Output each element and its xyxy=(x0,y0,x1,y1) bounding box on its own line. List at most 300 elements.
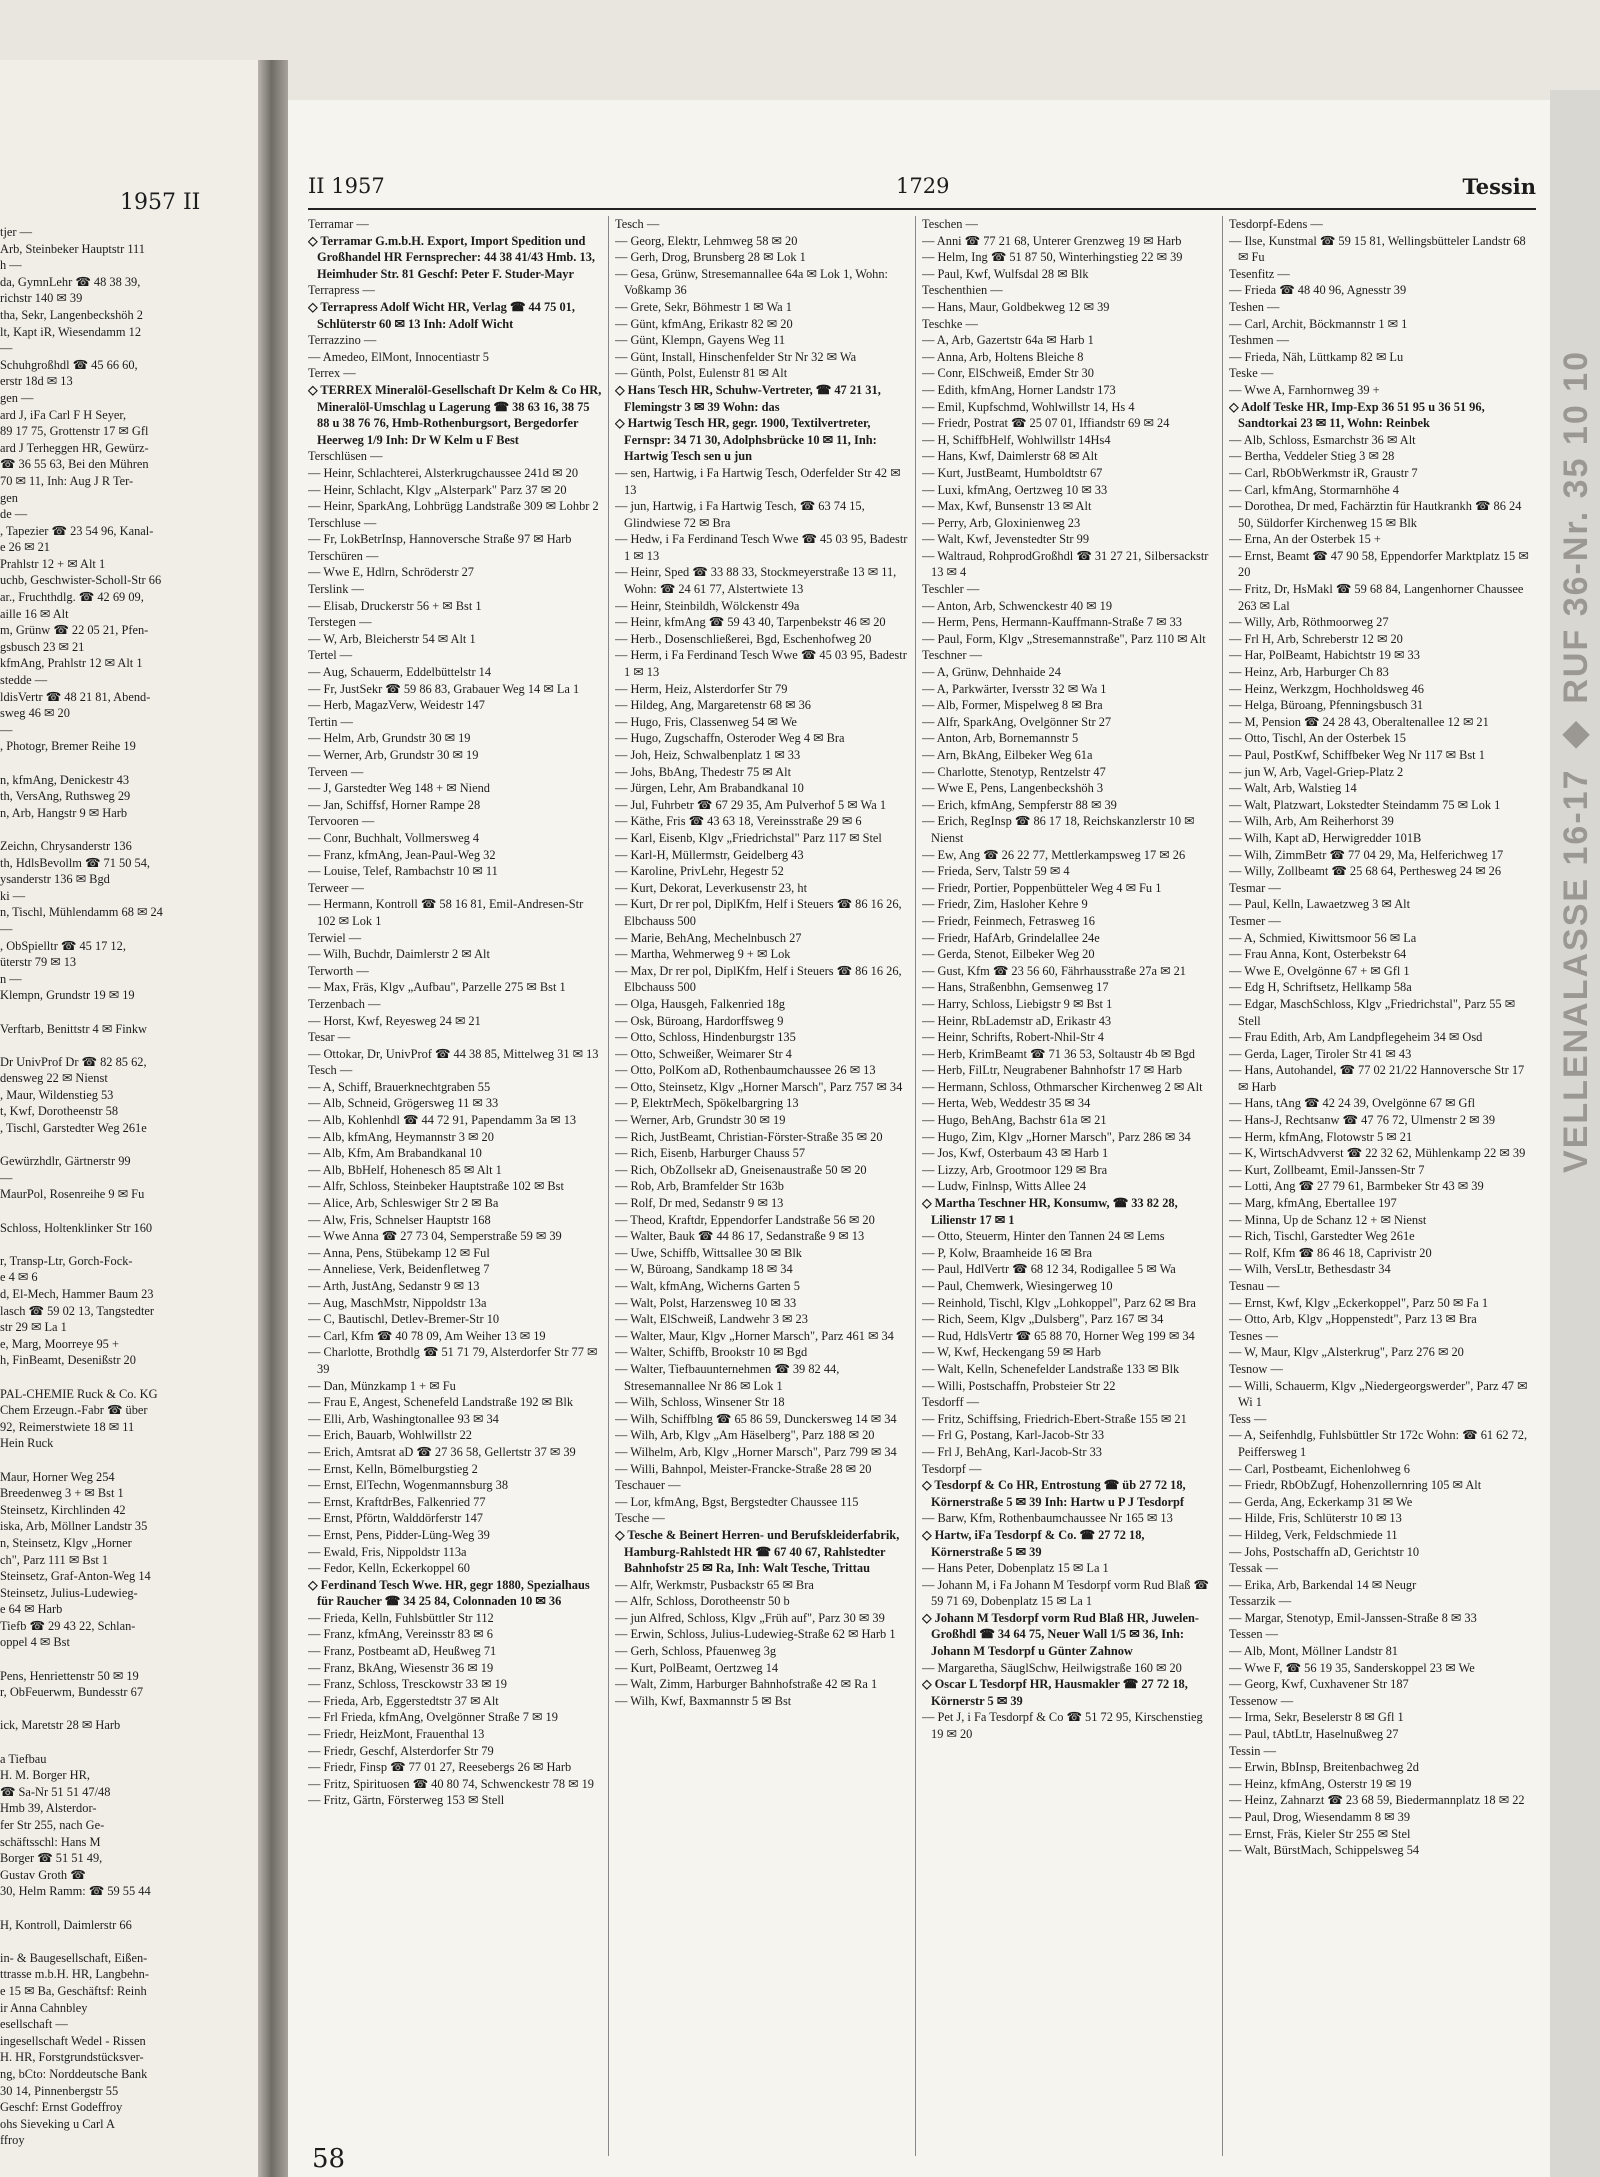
directory-entry: — Wilh, Arb, Am Reiherhorst 39 xyxy=(1229,814,1394,829)
directory-entry: — Alb, kfmAng, Heymannstr 3 ✉ 20 xyxy=(308,1129,494,1144)
left-page-line: ingesellschaft Wedel - Rissen xyxy=(0,2033,146,2048)
directory-entry: — Paul, Drog, Wiesendamm 8 ✉ 39 xyxy=(1229,1810,1411,1824)
directory-entry: — Perry, Arb, Gloxinienweg 23 xyxy=(922,515,1081,530)
left-page-line: t, Kwf, Dorotheenstr 58 xyxy=(0,1104,119,1119)
directory-entry: — Walt, kfmAng, Wicherns Garten 5 xyxy=(615,1279,800,1293)
directory-entry: — Ernst, Kelln, Bömelburgstieg 2 xyxy=(308,1461,478,1476)
left-page-line xyxy=(0,1933,252,1950)
surname-heading: Teschner — xyxy=(922,648,983,663)
directory-entry: — jun Alfred, Schloss, Klgv „Früh auf", Parz 30 ✉ 39 xyxy=(615,1610,885,1625)
surname-heading: Terveen — xyxy=(308,764,364,779)
left-page-line: a Tiefbau xyxy=(0,1751,47,1766)
directory-entry: — Frau Anna, Kont, Osterbekstr 64 xyxy=(1229,947,1407,962)
directory-entry: — Friedr, RbObZugf, Hohenzollernring 105 ✉ Alt xyxy=(1229,1478,1482,1493)
directory-entry: — Willy, Zollbeamt ☎ 25 68 64, Perthesweg 24 ✉ 26 xyxy=(1229,864,1502,879)
directory-entry: — jun, Hartwig, i Fa Hartwig Tesch, ☎ 63 74 15, Glindwiese 72 ✉ Bra xyxy=(615,499,865,530)
surname-heading: Terweer — xyxy=(308,880,364,895)
directory-entry: — Ernst, KraftdrBes, Falkenried 77 xyxy=(308,1494,486,1509)
directory-entry: — Max, Dr rer pol, DiplKfm, Helf i Steuers ☎ 86 16 26, Elbchauss 500 xyxy=(615,963,902,995)
left-page-line: H, Kontroll, Daimlerstr 66 xyxy=(0,1917,132,1932)
left-page-line: — xyxy=(0,921,13,936)
surname-heading: Terzenbach — xyxy=(308,996,381,1011)
surname-heading: Tervooren — xyxy=(308,814,375,829)
directory-entry: — Ernst, Kwf, Klgv „Eckerkoppel", Parz 50 ✉ Fa 1 xyxy=(1229,1295,1489,1310)
left-page-line: th, VersAng, Ruthsweg 29 xyxy=(0,789,131,804)
directory-entry: — Paul, PostKwf, Schiffbeker Weg Nr 117 ✉ Bst 1 xyxy=(1229,748,1485,762)
directory-entry: — Anni ☎ 77 21 68, Unterer Grenzweg 19 ✉ Harb xyxy=(922,233,1182,248)
directory-entry: — Georg, Kwf, Cuxhavener Str 187 xyxy=(1229,1677,1409,1692)
directory-entry: — Paul, HdlVertr ☎ 68 12 34, Rodigallee 5 ✉ Wa xyxy=(922,1262,1176,1277)
left-page-line: Borger ☎ 51 51 49, xyxy=(0,1851,103,1866)
left-page-line: Zeichn, Chrysanderstr 136 xyxy=(0,838,132,853)
directory-entry: — Franz, BkAng, Wiesenstr 36 ✉ 19 xyxy=(308,1660,494,1675)
directory-entry: — Joh, Heiz, Schwalbenplatz 1 ✉ 33 xyxy=(615,748,801,762)
surname-heading: Tessen — xyxy=(1229,1627,1279,1642)
directory-entry: — C, Bautischl, Detlev-Bremer-Str 10 xyxy=(308,1312,500,1327)
left-page-line: e 4 ✉ 6 xyxy=(0,1270,38,1285)
left-page-line: lasch ☎ 59 02 13, Tangstedter xyxy=(0,1303,155,1318)
left-page-line: ☎ 36 55 63, Bei den Mühren xyxy=(0,457,149,472)
directory-entry: — Johs, BbAng, Thedestr 75 ✉ Alt xyxy=(615,764,792,779)
surname-heading: Tesnau — xyxy=(1229,1279,1280,1293)
left-page-line: Geschf: Ernst Godeffroy xyxy=(0,2100,123,2115)
surname-heading: Tesar — xyxy=(308,1030,351,1045)
directory-entry: — Anton, Arb, Schwenckestr 40 ✉ 19 xyxy=(922,598,1113,613)
left-page-line: Prahlstr 12 + ✉ Alt 1 xyxy=(0,556,106,571)
left-page-line: ohs Sieveking u Carl A xyxy=(0,2116,115,2131)
directory-entry: — Max, Kwf, Bunsenstr 13 ✉ Alt xyxy=(922,499,1092,514)
surname-heading: Teschenthien — xyxy=(922,283,1003,298)
directory-entry: — Rolf, Kfm ☎ 86 46 18, Caprivistr 20 xyxy=(1229,1245,1432,1260)
surname-heading: Tess — xyxy=(1229,1411,1267,1426)
directory-entry: — Rob, Arb, Bramfelder Str 163b xyxy=(615,1179,784,1194)
directory-entry: — Gerh, Schloss, Pfauenweg 3g xyxy=(615,1644,777,1659)
directory-entry: — Alb, BbHelf, Hohenesch 85 ✉ Alt 1 xyxy=(308,1162,502,1177)
directory-entry: — Werner, Arb, Grundstr 30 ✉ 19 xyxy=(615,1113,786,1128)
directory-entry: — Karl-H, Müllermstr, Geidelberg 43 xyxy=(615,847,804,862)
directory-entry: — Erich, kfmAng, Sempferstr 88 ✉ 39 xyxy=(922,797,1117,812)
directory-entry: — Edg H, Schriftsetz, Hellkamp 58a xyxy=(1229,980,1412,995)
left-page-line: Hein Ruck xyxy=(0,1436,54,1451)
directory-entry: ◇ Johann M Tesdorpf vorm Rud Blaß HR, Juwelen-Großhdl ☎ 34 64 75, Neuer Wall 1/5 ✉ 36, Inh: Johann M Tesdorpf u Günter Zahnow xyxy=(922,1610,1200,1659)
left-page-line: Schloss, Holtenklinker Str 160 xyxy=(0,1220,153,1235)
left-page-line: gen — xyxy=(0,390,34,405)
directory-entry: — Hans, Autohandel, ☎ 77 02 21/22 Hannoversche Str 17 ✉ Harb xyxy=(1229,1063,1525,1094)
directory-column-1 xyxy=(308,216,604,2136)
left-page-line: in- & Baugesellschaft, Eißen- xyxy=(0,1950,148,1965)
directory-entry: — Friedr, HeizMont, Frauenthal 13 xyxy=(308,1727,485,1742)
directory-entry: — Arn, BkAng, Eilbeker Weg 61a xyxy=(922,748,1093,762)
directory-entry: ◇ TERREX Mineralöl-Gesellschaft Dr Kelm & Co HR, Mineralöl-Umschlag u Lagerung ☎ 38 63 16, 38 75 88 u 38 76 76, Hmb-Rothenburgsort, Bergedorfer Heerweg 1/9 Inh: Dr W Kelm u F Best xyxy=(308,382,602,447)
left-page-line: gen xyxy=(0,490,18,505)
directory-entry: — W, Arb, Bleicherstr 54 ✉ Alt 1 xyxy=(308,631,476,646)
left-page-line: ☎ Sa-Nr 51 51 47/48 xyxy=(0,1784,111,1799)
directory-entry: — Horst, Kwf, Reyesweg 24 ✉ 21 xyxy=(308,1013,481,1028)
directory-entry: — Dan, Münzkamp 1 + ✉ Fu xyxy=(308,1378,456,1393)
directory-entry: — Frl G, Postang, Karl-Jacob-Str 33 xyxy=(922,1428,1105,1443)
directory-entry: — Paul, Kwf, Wulfsdal 28 ✉ Blk xyxy=(922,266,1089,281)
left-page-line: str 29 ✉ La 1 xyxy=(0,1320,67,1335)
left-page-line: h — xyxy=(0,258,22,273)
directory-entry: — Alfr, Schloss, Steinbeker Hauptstraße 102 ✉ Bst xyxy=(308,1179,564,1194)
left-page-line: üterstr 79 ✉ 13 xyxy=(0,955,77,970)
directory-entry: — Walter, Tiefbauunternehmen ☎ 39 82 44, Stresemannallee Nr 86 ✉ Lok 1 xyxy=(615,1361,840,1393)
directory-entry: — Franz, kfmAng, Vereinsstr 83 ✉ 6 xyxy=(308,1627,493,1642)
left-page-line: , Tapezier ☎ 23 54 96, Kanal- xyxy=(0,523,154,538)
directory-entry: — Alb, Schloss, Esmarchstr 36 ✉ Alt xyxy=(1229,432,1416,447)
left-page-line: d, El-Mech, Hammer Baum 23 xyxy=(0,1287,154,1301)
directory-entry: — Hermann, Kontroll ☎ 58 16 81, Emil-Andresen-Str 102 ✉ Lok 1 xyxy=(308,897,584,928)
directory-entry: — Helm, Arb, Grundstr 30 ✉ 19 xyxy=(308,731,471,746)
directory-entry: — Har, PolBeamt, Habichtstr 19 ✉ 33 xyxy=(1229,648,1420,663)
directory-entry: — Kurt, PolBeamt, Oertzweg 14 xyxy=(615,1660,779,1675)
left-page-line: r, Transp-Ltr, Gorch-Fock- xyxy=(0,1253,133,1268)
left-page-line: kfmAng, Prahlstr 12 ✉ Alt 1 xyxy=(0,656,143,671)
directory-entry: ◇ Martha Teschner HR, Konsumw, ☎ 33 82 28, Lilienstr 17 ✉ 1 xyxy=(922,1196,1178,1227)
directory-entry: — Gesa, Grünw, Stresemannallee 64a ✉ Lok 1, Wohn: Voßkamp 36 xyxy=(615,266,888,298)
left-page-column xyxy=(0,224,252,2174)
left-page-line: ffroy xyxy=(0,2133,25,2148)
directory-entry: — Heinr, Schlacht, Klgv „Alsterpark" Parz 37 ✉ 20 xyxy=(308,482,567,497)
left-page-line xyxy=(0,1452,252,1469)
directory-entry: — Paul, Form, Klgv „Stresemannstraße", Parz 110 ✉ Alt xyxy=(922,631,1206,646)
directory-entry: — Herm, Heiz, Alsterdorfer Str 79 xyxy=(615,681,788,696)
footer-page-number: 58 xyxy=(312,2144,346,2174)
header-keyword: Tessin xyxy=(1462,174,1536,199)
directory-entry: — Hermann, Schloss, Othmarscher Kirchenweg 2 ✉ Alt xyxy=(922,1079,1203,1094)
directory-entry: — W, Büroang, Sandkamp 18 ✉ 34 xyxy=(615,1262,793,1277)
directory-entry: — Rich, Seem, Klgv „Dulsberg", Parz 167 ✉ 34 xyxy=(922,1312,1164,1327)
surname-heading: Teshmen — xyxy=(1229,333,1290,348)
directory-entry: — Erika, Arb, Barkendal 14 ✉ Neugr xyxy=(1229,1577,1417,1592)
left-page-line: ch", Parz 111 ✉ Bst 1 xyxy=(0,1552,109,1567)
directory-entry: — Käthe, Fris ☎ 43 63 18, Vereinsstraße 29 ✉ 6 xyxy=(615,814,862,829)
directory-entry: ◇ Terramar G.m.b.H. Export, Import Spedition und Großhandel HR Fernsprecher: 44 38 41/43 Hmb. 13, Heimhuder Str. 81 Geschf: Peter F. Studer-Mayr xyxy=(308,233,595,281)
directory-entry: — Otto, Arb, Klgv „Hoppenstedt", Parz 13 ✉ Bra xyxy=(1229,1312,1477,1327)
directory-entry: — Alb, Mont, Möllner Landstr 81 xyxy=(1229,1644,1398,1659)
directory-entry: — Kurt, Dr rer pol, DiplKfm, Helf i Steuers ☎ 86 16 26, Elbchauss 500 xyxy=(615,897,902,928)
left-page-line xyxy=(0,1037,252,1054)
directory-entry: — Hans-J, Rechtsanw ☎ 47 76 72, Ulmenstr 2 ✉ 39 xyxy=(1229,1113,1496,1128)
directory-entry: — Bertha, Veddeler Stieg 3 ✉ 28 xyxy=(1229,449,1395,464)
left-page-line: 30, Helm Ramm: ☎ 59 55 44 xyxy=(0,1884,151,1899)
directory-entry: — Lizzy, Arb, Grootmoor 129 ✉ Bra xyxy=(922,1162,1108,1177)
left-page-line: ick, Maretstr 28 ✉ Harb xyxy=(0,1718,121,1733)
directory-entry: — Wilh, Kapt aD, Herwigredder 101B xyxy=(1229,830,1422,845)
left-page-line: Schuhgroßhdl ☎ 45 66 60, xyxy=(0,357,138,372)
directory-entry: — Olga, Hausgeh, Falkenried 18g xyxy=(615,996,785,1011)
left-page-line: da, GymnLehr ☎ 48 38 39, xyxy=(0,274,141,289)
left-page-line: schäftsschl: Hans M xyxy=(0,1834,101,1849)
directory-entry: — Walt, Platzwart, Lokstedter Steindamm 75 ✉ Lok 1 xyxy=(1229,797,1501,812)
directory-entry: — W, Kwf, Heckengang 59 ✉ Harb xyxy=(922,1345,1101,1360)
directory-entry: — Gerda, Ang, Eckerkamp 31 ✉ We xyxy=(1229,1494,1413,1509)
surname-heading: Teske — xyxy=(1229,366,1274,381)
directory-entry: — Alb, Former, Mispelweg 8 ✉ Bra xyxy=(922,698,1103,713)
directory-entry: — Günt, kfmAng, Erikastr 82 ✉ 20 xyxy=(615,316,793,331)
left-page-line: Klempn, Grundstr 19 ✉ 19 xyxy=(0,988,135,1003)
surname-heading: Tertin — xyxy=(308,714,353,729)
left-page-line: , Photogr, Bremer Reihe 19 xyxy=(0,739,136,754)
directory-entry: — Herb, MagazVerw, Weidestr 147 xyxy=(308,698,485,713)
directory-entry: — Johs, Postschaffn aD, Gerichtstr 10 xyxy=(1229,1544,1420,1559)
left-page-line: uchb, Geschwister-Scholl-Str 66 xyxy=(0,573,162,588)
directory-entry: — Erich, RegInsp ☎ 86 17 18, Reichskanzlerstr 10 ✉ Nienst xyxy=(922,814,1195,845)
directory-entry: — Helga, Büroang, Pfenningsbusch 31 xyxy=(1229,698,1424,713)
directory-entry: — Walt, Kelln, Schenefelder Landstraße 133 ✉ Blk xyxy=(922,1361,1180,1376)
column-divider xyxy=(915,216,916,2156)
directory-entry: — Fedor, Kelln, Eckerkoppel 60 xyxy=(308,1561,470,1576)
directory-entry: — Frl J, BehAng, Karl-Jacob-Str 33 xyxy=(922,1444,1102,1459)
directory-entry: ◇ Hartwig Tesch HR, gegr. 1900, Textilvertreter, Fernspr: 34 71 30, Adolphsbrücke 10 ✉ 11, Inh: Hartwig Tesch sen u jun xyxy=(615,416,877,464)
directory-page xyxy=(288,100,1550,2177)
directory-entry: — Aug, Schauerm, Eddelbüttelstr 14 xyxy=(308,665,492,680)
directory-entry: — Alw, Fris, Schnelser Hauptstr 168 xyxy=(308,1212,491,1227)
header-rule xyxy=(308,208,1536,210)
left-page-line xyxy=(0,1004,252,1021)
directory-entry: — Margaretha, SäuglSchw, Heilwigstraße 160 ✉ 20 xyxy=(922,1660,1182,1675)
surname-heading: Tesch — xyxy=(308,1063,353,1078)
directory-entry: — Willi, Postschaffn, Probsteier Str 22 xyxy=(922,1378,1116,1393)
left-page-line: oppel 4 ✉ Bst xyxy=(0,1635,70,1650)
surname-heading: Tessenow — xyxy=(1229,1693,1294,1708)
left-page-line: densweg 22 ✉ Nienst xyxy=(0,1071,108,1086)
directory-entry: — Hugo, Fris, Classenweg 54 ✉ We xyxy=(615,714,797,729)
directory-entry: — Lor, kfmAng, Bgst, Bergstedter Chaussee 115 xyxy=(615,1494,859,1509)
surname-heading: Terrapress — xyxy=(308,283,375,298)
directory-entry: — Karl, Eisenb, Klgv „Friedrichstal" Parz 117 ✉ Stel xyxy=(615,830,882,845)
directory-entry: ◇ Ferdinand Tesch Wwe. HR, gegr 1880, Spezialhaus für Raucher ☎ 34 25 84, Colonnaden 10 ✉ 36 xyxy=(308,1577,590,1609)
directory-entry: — Heinz, Arb, Harburger Ch 83 xyxy=(1229,665,1389,680)
surname-heading: Tessarzik — xyxy=(1229,1594,1292,1609)
directory-entry: — Irma, Sekr, Beselerstr 8 ✉ Gfl 1 xyxy=(1229,1710,1404,1725)
directory-entry: — Herm, kfmAng, Flotowstr 5 ✉ 21 xyxy=(1229,1129,1413,1144)
directory-entry: — Wilh, Schiffblng ☎ 65 86 59, Dunckersweg 14 ✉ 34 xyxy=(615,1411,897,1426)
directory-entry: — Wwe A, Farnhornweg 39 + xyxy=(1229,382,1380,397)
directory-entry: — Jos, Kwf, Osterbaum 43 ✉ Harb 1 xyxy=(922,1146,1109,1161)
directory-entry: — Jan, Schiffsf, Horner Rampe 28 xyxy=(308,797,481,812)
left-page-line: H. M. Borger HR, xyxy=(0,1768,90,1783)
directory-entry: — Walter, Schiffb, Brookstr 10 ✉ Bgd xyxy=(615,1345,808,1360)
left-page-line: MaurPol, Rosenreihe 9 ✉ Fu xyxy=(0,1187,145,1202)
directory-entry: — Herta, Web, Weddestr 35 ✉ 34 xyxy=(922,1096,1091,1111)
surname-heading: Terwiel — xyxy=(308,930,362,945)
directory-entry: — Rich, JustBeamt, Christian-Förster-Straße 35 ✉ 20 xyxy=(615,1129,883,1144)
directory-entry: — P, Kolw, Braamheide 16 ✉ Bra xyxy=(922,1245,1092,1260)
left-page-line: 30 14, Pinnenbergstr 55 xyxy=(0,2083,119,2098)
directory-entry: — Friedr, Feinmech, Fetrasweg 16 xyxy=(922,913,1095,928)
directory-entry: — Wwe E, Pens, Langenbeckshöh 3 xyxy=(922,781,1104,796)
left-page-line: e, Marg, Moorreye 95 + xyxy=(0,1336,119,1351)
left-page-line: tjer — xyxy=(0,225,32,239)
directory-entry: — Friedr, Finsp ☎ 77 01 27, Reesebergs 26 ✉ Harb xyxy=(308,1760,572,1775)
directory-entry: — Gerda, Stenot, Eilbeker Weg 20 xyxy=(922,947,1095,962)
directory-entry: — Anna, Arb, Holtens Bleiche 8 xyxy=(922,349,1084,364)
left-page-line: — xyxy=(0,341,13,356)
directory-entry: — Heinr, SparkAng, Lohbrügg Landstraße 309 ✉ Lohbr 2 xyxy=(308,499,599,514)
directory-entry: — Heinr, RbLademstr aD, Erikastr 43 xyxy=(922,1013,1112,1028)
directory-entry: — Heinr, Schlachterei, Alsterkrugchaussee 241d ✉ 20 xyxy=(308,465,579,480)
directory-entry: — Erna, An der Osterbek 15 + xyxy=(1229,532,1381,547)
left-page-header: 1957 II xyxy=(120,190,201,215)
directory-entry: — Otto, Steinsetz, Klgv „Horner Marsch", Parz 757 ✉ 34 xyxy=(615,1079,903,1094)
directory-entry: — Emil, Kupfschmd, Wohlwillstr 14, Hs 4 xyxy=(922,399,1135,414)
directory-entry: — Herb, FilLtr, Neugrabener Bahnhofstr 17 ✉ Harb xyxy=(922,1063,1183,1078)
directory-entry: — Frieda ☎ 48 40 96, Agnesstr 39 xyxy=(1229,283,1407,298)
directory-entry: — Wwe E, Hdlrn, Schröderstr 27 xyxy=(308,565,474,580)
directory-entry: — Frieda, Serv, Talstr 59 ✉ 4 xyxy=(922,864,1070,879)
directory-entry: — Erich, Amtsrat aD ☎ 27 36 58, Gellertstr 37 ✉ 39 xyxy=(308,1444,576,1459)
directory-entry: — Werner, Arb, Grundstr 30 ✉ 19 xyxy=(308,748,479,762)
left-page-line: ysanderstr 136 ✉ Bgd xyxy=(0,872,110,887)
left-page-line: ki — xyxy=(0,888,26,903)
directory-entry: — Hildeg, Verk, Feldschmiede 11 xyxy=(1229,1527,1398,1542)
left-page-line: Arb, Steinbeker Hauptstr 111 xyxy=(0,241,145,256)
surname-heading: Tesmer — xyxy=(1229,913,1281,928)
surname-heading: Tesnes — xyxy=(1229,1328,1279,1343)
directory-entry: — sen, Hartwig, i Fa Hartwig Tesch, Oderfelder Str 42 ✉ 13 xyxy=(615,465,901,497)
directory-entry: — Waltraud, RohprodGroßhdl ☎ 31 27 21, Silbersackstr 13 ✉ 4 xyxy=(922,548,1209,580)
directory-entry: — Herb., Dosenschließerei, Bgd, Eschenhofweg 20 xyxy=(615,631,872,646)
directory-entry: — Gerda, Lager, Tiroler Str 41 ✉ 43 xyxy=(1229,1046,1412,1061)
directory-entry: — Willy, Arb, Röthmoorweg 27 xyxy=(1229,615,1389,630)
directory-entry: — Otto, Schloss, Hindenburgstr 135 xyxy=(615,1030,796,1045)
left-page-line: — xyxy=(0,722,13,737)
left-page-line: H. HR, Forstgrundstücksver- xyxy=(0,2050,144,2065)
directory-entry: — Wilh, Schloss, Winsener Str 18 xyxy=(615,1395,785,1410)
left-page-line: iska, Arb, Möllner Landstr 35 xyxy=(0,1519,148,1534)
surname-heading: Teschen — xyxy=(922,217,978,231)
surname-heading: Terschluse — xyxy=(308,515,377,530)
directory-entry: ◇ Tesdorpf & Co HR, Entrostung ☎ üb 27 72 18, Körnerstraße 5 ✉ 39 Inh: Hartw u P J Tesdorpf xyxy=(922,1478,1186,1509)
left-page-line: sweg 46 ✉ 20 xyxy=(0,706,70,721)
directory-entry: — Ernst, Fräs, Kieler Str 255 ✉ Stel xyxy=(1229,1826,1411,1841)
directory-entry: — Hans, Maur, Goldbekweg 12 ✉ 39 xyxy=(922,299,1110,314)
directory-entry: — Otto, PolKom aD, Rothenbaumchaussee 26 ✉ 13 xyxy=(615,1063,876,1078)
directory-entry: — Hugo, Zugschaffn, Osteroder Weg 4 ✉ Bra xyxy=(615,731,845,746)
left-page-line: Maur, Horner Weg 254 xyxy=(0,1469,115,1484)
directory-entry: — Anneliese, Verk, Beidenfletweg 7 xyxy=(308,1262,490,1277)
directory-entry: — Hugo, BehAng, Bachstr 61a ✉ 21 xyxy=(922,1113,1107,1128)
directory-entry: — Grete, Sekr, Böhmestr 1 ✉ Wa 1 xyxy=(615,299,792,314)
directory-entry: — Arth, JustAng, Sedanstr 9 ✉ 13 xyxy=(308,1279,480,1293)
surname-heading: Tesdorpf — xyxy=(922,1461,982,1476)
directory-entry: — Ernst, Beamt ☎ 47 90 58, Eppendorfer Marktplatz 15 ✉ 20 xyxy=(1229,548,1529,580)
directory-entry: — Max, Fräs, Klgv „Aufbau", Parzelle 275 ✉ Bst 1 xyxy=(308,980,566,995)
directory-entry: — Fritz, Dr, HsMakl ☎ 59 68 84, Langenhorner Chaussee 263 ✉ Lal xyxy=(1229,582,1524,613)
surname-heading: Tessin — xyxy=(1229,1743,1276,1758)
directory-entry: — Walt, BürstMach, Schippelsweg 54 xyxy=(1229,1843,1420,1858)
directory-entry: — Gust, Kfm ☎ 23 56 60, Fährhausstraße 27a ✉ 21 xyxy=(922,963,1186,978)
directory-entry: — Elli, Arb, Washingtonallee 93 ✉ 34 xyxy=(308,1411,499,1426)
column-divider xyxy=(1222,216,1223,2156)
directory-entry: — Hans, Straßenbhn, Gemsenweg 17 xyxy=(922,980,1109,995)
surname-heading: Terrazzino — xyxy=(308,333,377,348)
directory-entry: — Herm, i Fa Ferdinand Tesch Wwe ☎ 45 03 95, Badestr 1 ✉ 13 xyxy=(615,648,907,680)
left-page-line: de — xyxy=(0,507,28,522)
directory-entry: — jun W, Arb, Vagel-Griep-Platz 2 xyxy=(1229,764,1404,779)
directory-entry: — Martha, Wehmerweg 9 + ✉ Lok xyxy=(615,947,791,962)
directory-entry: — W, Maur, Klgv „Alsterkrug", Parz 276 ✉ 20 xyxy=(1229,1345,1464,1360)
directory-entry: ◇ Hartw, iFa Tesdorpf & Co. ☎ 27 72 18, Körnerstraße 5 ✉ 39 xyxy=(922,1527,1145,1559)
directory-entry: — Carl, kfmAng, Stormarnhöhe 4 xyxy=(1229,482,1400,497)
surname-heading: Tesenfitz — xyxy=(1229,266,1290,281)
left-page-line xyxy=(0,1651,252,1668)
directory-entry: — Herb, KrimBeamt ☎ 71 36 53, Soltaustr 4b ✉ Bgd xyxy=(922,1046,1195,1061)
directory-entry: — Heinz, kfmAng, Osterstr 19 ✉ 19 xyxy=(1229,1776,1412,1791)
directory-entry: — Ernst, Pförtn, Walddörferstr 147 xyxy=(308,1511,483,1526)
directory-entry: — Gerh, Drog, Brunsberg 28 ✉ Lok 1 xyxy=(615,250,806,265)
surname-heading: Teschauer — xyxy=(615,1478,681,1493)
directory-entry: — Günt, Klempn, Gayens Weg 11 xyxy=(615,333,786,348)
directory-entry: — Kurt, JustBeamt, Humboldtstr 67 xyxy=(922,465,1103,480)
directory-entry: — Marg, kfmAng, Ebertallee 197 xyxy=(1229,1196,1397,1211)
directory-entry: — Hedw, i Fa Ferdinand Tesch Wwe ☎ 45 03 95, Badestr 1 ✉ 13 xyxy=(615,532,908,563)
surname-heading: Terrex — xyxy=(308,366,356,381)
directory-entry: — Luxi, kfmAng, Oertzweg 10 ✉ 33 xyxy=(922,482,1108,497)
directory-entry: — Charlotte, Brothdlg ☎ 51 71 79, Alsterdorfer Str 77 ✉ 39 xyxy=(308,1345,598,1376)
directory-entry: — Heinz, Werkzgm, Hochholdsweg 46 xyxy=(1229,681,1424,696)
directory-entry: — Carl, RbObWerkmstr iR, Graustr 7 xyxy=(1229,465,1418,480)
directory-entry: — Otto, Tischl, An der Osterbek 15 xyxy=(1229,731,1406,746)
directory-entry: — Frau Edith, Arb, Am Landpflegeheim 34 ✉ Osd xyxy=(1229,1030,1483,1045)
left-page-line: PAL-CHEMIE Ruck & Co. KG xyxy=(0,1386,158,1401)
directory-entry: — Jul, Fuhrbetr ☎ 67 29 35, Am Pulverhof 5 ✉ Wa 1 xyxy=(615,797,887,812)
directory-entry: — Fritz, Gärtn, Försterweg 153 ✉ Stell xyxy=(308,1793,505,1808)
left-page-line: ar., Fruchthdlg. ☎ 42 69 09, xyxy=(0,590,144,605)
directory-entry: — Erwin, Schloss, Julius-Ludewieg-Straße 62 ✉ Harb 1 xyxy=(615,1627,896,1642)
header-year: II 1957 xyxy=(308,174,385,198)
directory-entry: — Frieda, Näh, Lüttkamp 82 ✉ Lu xyxy=(1229,349,1404,364)
directory-entry: — Ernst, Pens, Pidder-Lüng-Weg 39 xyxy=(308,1527,490,1542)
left-page-line: ng, bCto: Norddeutsche Bank xyxy=(0,2066,148,2081)
left-page-line: — xyxy=(0,1170,13,1185)
left-page-line: h, FinBeamt, Desenißstr 20 xyxy=(0,1353,136,1368)
directory-entry: — Reinhold, Tischl, Klgv „Lohkoppel", Parz 62 ✉ Bra xyxy=(922,1295,1196,1310)
directory-entry: — Carl, Kfm ☎ 40 78 09, Am Weiher 13 ✉ 19 xyxy=(308,1328,546,1343)
surname-heading: Terstegen — xyxy=(308,615,372,630)
directory-entry: — Rich, ObZollsekr aD, Gneisenaustraße 50 ✉ 20 xyxy=(615,1162,867,1177)
directory-entry: — Alfr, Schloss, Dorotheenstr 50 b xyxy=(615,1594,790,1609)
column-divider xyxy=(608,216,609,2156)
surname-heading: Terworth — xyxy=(308,963,369,978)
directory-entry: — Franz, Postbeamt aD, Heußweg 71 xyxy=(308,1644,497,1659)
left-page-line: esellschaft — xyxy=(0,2017,68,2032)
directory-entry: — Walt, Kwf, Jevenstedter Str 99 xyxy=(922,532,1090,547)
directory-entry: — Friedr, HafArb, Grindelallee 24e xyxy=(922,930,1100,945)
directory-entry: — Willi, Schauerm, Klgv „Niedergeorgswerder", Parz 47 ✉ Wi 1 xyxy=(1229,1378,1528,1410)
directory-entry: — Kurt, Dekorat, Leverkusenstr 23, ht xyxy=(615,880,808,895)
directory-entry: — Alice, Arb, Schleswiger Str 2 ✉ Ba xyxy=(308,1196,499,1211)
directory-entry: — Herm, Pens, Hermann-Kauffmann-Straße 7 ✉ 33 xyxy=(922,615,1182,630)
directory-entry: — Alfr, Werkmstr, Pusbackstr 65 ✉ Bra xyxy=(615,1577,814,1592)
left-page-line: 92, Reimerstwiete 18 ✉ 11 xyxy=(0,1419,135,1434)
surname-heading: Tesdorpf-Edens — xyxy=(1229,217,1323,231)
directory-entry: — Heinr, Schrifts, Robert-Nhil-Str 4 xyxy=(922,1030,1104,1045)
surname-heading: Teschke — xyxy=(922,316,978,331)
directory-entry: — Rolf, Dr med, Sedanstr 9 ✉ 13 xyxy=(615,1196,784,1211)
directory-entry: — Aug, MaschMstr, Nippoldstr 13a xyxy=(308,1295,487,1310)
directory-entry: — Wwe F, ☎ 56 19 35, Sanderskoppel 23 ✉ We xyxy=(1229,1660,1475,1675)
directory-entry: — Ottokar, Dr, UnivProf ☎ 44 38 85, Mittelweg 31 ✉ 13 xyxy=(308,1046,599,1061)
directory-entry: ◇ Terrapress Adolf Wicht HR, Verlag ☎ 44 75 01, Schlüterstr 60 ✉ 13 Inh: Adolf Wicht xyxy=(308,299,575,331)
directory-entry: — A, Parkwärter, Iversstr 32 ✉ Wa 1 xyxy=(922,681,1107,696)
left-page-line: , Maur, Wildenstieg 53 xyxy=(0,1087,114,1102)
directory-entry: — Walt, Polst, Harzensweg 10 ✉ 33 xyxy=(615,1295,797,1310)
left-page-line xyxy=(0,755,252,772)
directory-entry: — Elisab, Druckerstr 56 + ✉ Bst 1 xyxy=(308,598,482,613)
left-page-line: n, Arb, Hangstr 9 ✉ Harb xyxy=(0,805,128,820)
